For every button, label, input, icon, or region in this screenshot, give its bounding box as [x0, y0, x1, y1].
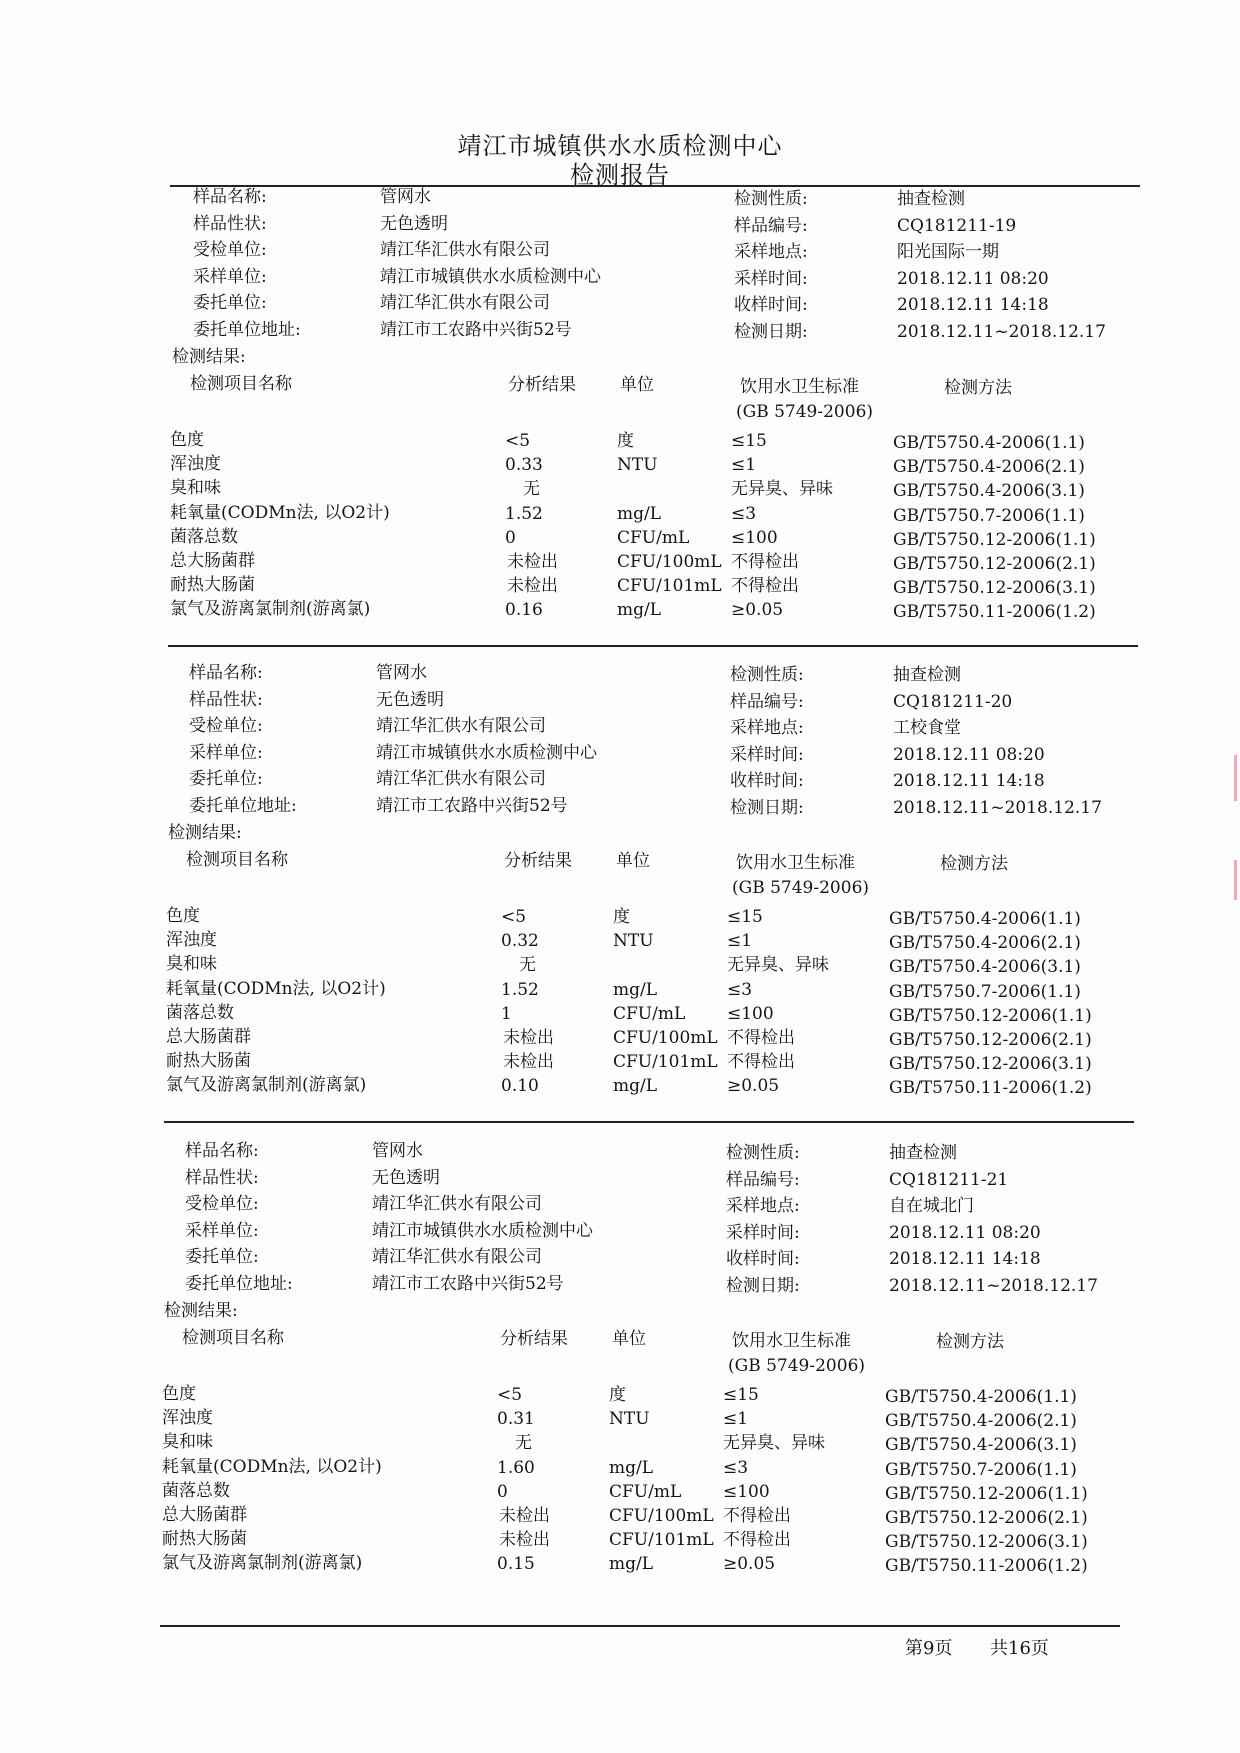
field-label: 受检单位: — [185, 1194, 259, 1214]
table-row-unit: mg/L — [617, 503, 662, 524]
table-row-result: 0 — [497, 1481, 508, 1502]
field-label: 样品名称: — [189, 663, 263, 683]
table-row-item-name: 浑浊度 — [162, 1408, 213, 1429]
table-row-result: 未检出 — [503, 1052, 554, 1073]
table-row-item-name: 耐热大肠菌 — [166, 1051, 251, 1072]
field-label: 收样时间: — [726, 1249, 800, 1269]
table-row-unit: mg/L — [613, 979, 658, 1000]
table-row-result: 0 — [505, 527, 516, 548]
table-row-method: GB/T5750.7-2006(1.1) — [885, 1459, 1077, 1480]
table-row-unit: 度 — [609, 1385, 626, 1405]
field-label: 采样地点: — [730, 718, 804, 738]
table-row-result: 1.60 — [497, 1457, 535, 1478]
table-row-item-name: 氯气及游离氯制剂(游离氯) — [166, 1075, 367, 1096]
table-row-unit: 度 — [617, 431, 634, 451]
table-row-unit: mg/L — [617, 600, 662, 621]
field-label: 采样单位: — [185, 1220, 259, 1241]
table-row-result: 0.33 — [505, 455, 543, 476]
table-row-standard: ≤15 — [731, 431, 767, 451]
field-value: 2018.12.11 08:20 — [893, 744, 1045, 765]
table-row-item-name: 浑浊度 — [166, 930, 217, 951]
field-value: 2018.12.11 14:18 — [893, 771, 1045, 791]
table-row-method: GB/T5750.12-2006(2.1) — [885, 1508, 1088, 1528]
column-header-standard-ref: (GB 5749-2006) — [728, 1356, 866, 1376]
table-row-result: 0.32 — [501, 931, 539, 952]
table-row-standard: ≤1 — [731, 455, 757, 476]
table-row-item-name: 耗氧量(CODMn法, 以O2计) — [170, 502, 390, 523]
field-label: 样品性状: — [185, 1167, 259, 1188]
field-label: 采样时间: — [734, 268, 808, 289]
table-row-method: GB/T5750.7-2006(1.1) — [893, 505, 1085, 526]
column-header-method: 检测方法 — [936, 1332, 1004, 1352]
table-row-standard: ≥0.05 — [727, 1076, 780, 1097]
field-value: 靖江华汇供水有限公司 — [372, 1194, 542, 1214]
table-row-result: 无 — [515, 1433, 532, 1454]
column-header-method: 检测方法 — [944, 378, 1012, 398]
table-row-item-name: 耐热大肠菌 — [170, 575, 255, 596]
field-value: 2018.12.11~2018.12.17 — [893, 797, 1102, 818]
table-row-method: GB/T5750.4-2006(3.1) — [889, 957, 1081, 978]
table-row-standard: ≥0.05 — [731, 600, 784, 621]
table-row-item-name: 总大肠菌群 — [166, 1027, 251, 1047]
table-row-method: GB/T5750.11-2006(1.2) — [885, 1556, 1088, 1577]
table-row-result: 无 — [519, 955, 536, 976]
field-label: 采样地点: — [726, 1196, 800, 1216]
field-label: 样品性状: — [193, 213, 267, 234]
table-row-result: 1.52 — [501, 979, 539, 1000]
table-row-standard: ≤100 — [723, 1481, 770, 1502]
field-label: 采样时间: — [730, 744, 804, 765]
table-row-standard: 无异臭、异味 — [731, 479, 833, 500]
field-value: 阳光国际一期 — [897, 242, 999, 262]
field-label: 收样时间: — [730, 771, 804, 791]
field-label: 采样单位: — [189, 742, 263, 763]
table-row-result: 无 — [523, 479, 540, 500]
field-value: 管网水 — [372, 1141, 423, 1161]
table-row-item-name: 菌落总数 — [166, 1002, 234, 1023]
table-row-unit: 度 — [613, 907, 630, 927]
table-row-method: GB/T5750.12-2006(3.1) — [889, 1054, 1092, 1075]
table-row-item-name: 色度 — [162, 1384, 196, 1404]
table-row-standard: 不得检出 — [727, 1052, 795, 1073]
field-label: 检测性质: — [730, 665, 804, 685]
table-row-method: GB/T5750.11-2006(1.2) — [889, 1078, 1092, 1099]
table-row-result: 0.15 — [497, 1554, 535, 1575]
field-value: 靖江华汇供水有限公司 — [372, 1247, 542, 1267]
table-row-unit: CFU/mL — [609, 1481, 682, 1502]
table-row-method: GB/T5750.12-2006(1.1) — [889, 1005, 1092, 1026]
table-row-standard: ≤3 — [731, 503, 757, 524]
table-row-result: 1 — [501, 1003, 512, 1024]
field-value: 靖江华汇供水有限公司 — [376, 716, 546, 736]
table-row-method: GB/T5750.4-2006(3.1) — [885, 1435, 1077, 1456]
results-heading: 检测结果: — [168, 823, 242, 843]
table-row-standard: ≥0.05 — [723, 1554, 776, 1575]
field-label: 委托单位: — [189, 769, 263, 789]
field-value: 2018.12.11~2018.12.17 — [897, 321, 1106, 342]
table-row-unit: CFU/101mL — [617, 576, 722, 597]
field-value: 靖江市工农路中兴街52号 — [372, 1273, 564, 1294]
table-row-method: GB/T5750.4-2006(2.1) — [889, 933, 1081, 954]
field-label: 委托单位地址: — [189, 795, 297, 816]
field-value: 靖江市城镇供水水质检测中心 — [376, 742, 597, 763]
table-row-unit: mg/L — [609, 1457, 654, 1478]
field-value: 2018.12.11~2018.12.17 — [889, 1275, 1098, 1296]
field-value: CQ181211-19 — [897, 215, 1017, 236]
table-row-method: GB/T5750.4-2006(2.1) — [885, 1411, 1077, 1432]
field-label: 样品名称: — [185, 1141, 259, 1161]
field-value: 靖江华汇供水有限公司 — [380, 293, 550, 313]
column-header-result: 分析结果 — [508, 375, 576, 395]
field-value: 管网水 — [376, 663, 427, 683]
table-row-standard: 无异臭、异味 — [723, 1433, 825, 1454]
field-label: 样品编号: — [734, 215, 808, 236]
table-row-item-name: 氯气及游离氯制剂(游离氯) — [162, 1553, 363, 1574]
field-value: 靖江市城镇供水水质检测中心 — [380, 266, 601, 287]
field-value: 靖江华汇供水有限公司 — [376, 769, 546, 789]
field-value: 抽查检测 — [897, 189, 965, 209]
field-value: CQ181211-21 — [889, 1169, 1009, 1190]
page-total: 共16页 — [990, 1638, 1049, 1659]
field-label: 委托单位地址: — [185, 1273, 293, 1294]
field-value: 2018.12.11 14:18 — [889, 1249, 1041, 1269]
table-row-item-name: 色度 — [170, 430, 204, 450]
table-row-item-name: 耗氧量(CODMn法, 以O2计) — [162, 1456, 382, 1477]
table-row-standard: 无异臭、异味 — [727, 955, 829, 976]
table-row-method: GB/T5750.4-2006(2.1) — [893, 457, 1085, 478]
table-row-method: GB/T5750.7-2006(1.1) — [889, 981, 1081, 1002]
table-row-result: 0.31 — [497, 1409, 535, 1430]
table-row-result: 未检出 — [499, 1506, 550, 1526]
column-header-unit: 单位 — [616, 851, 650, 871]
field-label: 检测性质: — [734, 189, 808, 209]
field-label: 检测日期: — [734, 321, 808, 342]
table-row-standard: ≤100 — [731, 527, 778, 548]
sample-section — [0, 1141, 1240, 1621]
table-row-result: 1.52 — [505, 503, 543, 524]
field-value: 自在城北门 — [889, 1196, 974, 1216]
field-value: 靖江华汇供水有限公司 — [380, 240, 550, 260]
column-header-unit: 单位 — [612, 1329, 646, 1349]
field-label: 受检单位: — [193, 240, 267, 260]
table-row-unit: NTU — [617, 455, 658, 476]
report-organization-title: 靖江市城镇供水水质检测中心 — [457, 132, 783, 160]
table-row-method: GB/T5750.12-2006(2.1) — [893, 554, 1096, 574]
report-title: 检测报告 — [570, 161, 670, 189]
column-header-standard-ref: (GB 5749-2006) — [736, 402, 874, 422]
field-value: 2018.12.11 08:20 — [889, 1222, 1041, 1243]
field-value: 2018.12.11 14:18 — [897, 295, 1049, 315]
field-value: 无色透明 — [380, 213, 448, 234]
table-row-standard: 不得检出 — [723, 1530, 791, 1551]
table-row-result: <5 — [505, 431, 531, 451]
table-row-item-name: 总大肠菌群 — [170, 551, 255, 571]
field-value: 抽查检测 — [889, 1143, 957, 1163]
table-row-result: 未检出 — [499, 1530, 550, 1551]
field-value: CQ181211-20 — [893, 691, 1013, 712]
results-heading: 检测结果: — [164, 1301, 238, 1321]
table-row-item-name: 臭和味 — [166, 954, 217, 975]
column-header-item: 检测项目名称 — [186, 850, 288, 870]
table-row-standard: ≤1 — [723, 1409, 749, 1430]
table-row-method: GB/T5750.12-2006(3.1) — [885, 1532, 1088, 1553]
field-label: 采样地点: — [734, 242, 808, 262]
column-header-item: 检测项目名称 — [182, 1328, 284, 1348]
table-row-result: 0.16 — [505, 600, 543, 621]
sample-section — [0, 187, 1240, 667]
field-value: 靖江市工农路中兴街52号 — [376, 795, 568, 816]
field-label: 样品编号: — [730, 691, 804, 712]
table-row-item-name: 臭和味 — [170, 478, 221, 499]
field-label: 检测日期: — [726, 1275, 800, 1296]
table-row-method: GB/T5750.4-2006(1.1) — [885, 1387, 1077, 1407]
table-row-standard: ≤3 — [723, 1457, 749, 1478]
table-row-standard: ≤15 — [727, 907, 763, 927]
column-header-result: 分析结果 — [504, 851, 572, 871]
column-header-standard: 饮用水卫生标准 — [732, 1331, 851, 1351]
table-row-unit: CFU/101mL — [609, 1530, 714, 1551]
table-row-method: GB/T5750.12-2006(3.1) — [893, 578, 1096, 599]
column-header-method: 检测方法 — [940, 854, 1008, 874]
column-header-standard: 饮用水卫生标准 — [740, 377, 859, 397]
field-value: 管网水 — [380, 187, 431, 207]
column-header-standard-ref: (GB 5749-2006) — [732, 878, 870, 898]
table-row-standard: 不得检出 — [731, 576, 799, 597]
field-label: 委托单位: — [193, 293, 267, 313]
field-label: 采样单位: — [193, 266, 267, 287]
table-row-unit: NTU — [609, 1409, 650, 1430]
field-label: 委托单位: — [185, 1247, 259, 1267]
section-divider — [168, 645, 1138, 647]
table-row-standard: 不得检出 — [723, 1506, 791, 1526]
table-row-standard: 不得检出 — [731, 552, 799, 572]
table-row-result: <5 — [497, 1385, 523, 1405]
field-value: 靖江市工农路中兴街52号 — [380, 319, 572, 340]
table-row-item-name: 浑浊度 — [170, 454, 221, 475]
field-label: 检测性质: — [726, 1143, 800, 1163]
table-row-result: 0.10 — [501, 1076, 539, 1097]
table-row-standard: 不得检出 — [727, 1028, 795, 1048]
field-label: 采样时间: — [726, 1222, 800, 1243]
table-row-item-name: 总大肠菌群 — [162, 1505, 247, 1525]
table-row-item-name: 氯气及游离氯制剂(游离氯) — [170, 599, 371, 620]
table-row-item-name: 色度 — [166, 906, 200, 926]
table-row-unit: CFU/101mL — [613, 1052, 718, 1073]
field-label: 样品性状: — [189, 689, 263, 710]
field-label: 检测日期: — [730, 797, 804, 818]
table-row-standard: ≤3 — [727, 979, 753, 1000]
table-row-standard: ≤15 — [723, 1385, 759, 1405]
column-header-item: 检测项目名称 — [190, 374, 292, 394]
table-row-unit: CFU/100mL — [613, 1028, 718, 1048]
edge-seal-mark — [1234, 755, 1237, 801]
table-row-item-name: 耗氧量(CODMn法, 以O2计) — [166, 978, 386, 999]
field-value: 抽查检测 — [893, 665, 961, 685]
table-row-method: GB/T5750.12-2006(1.1) — [893, 529, 1096, 550]
field-label: 委托单位地址: — [193, 319, 301, 340]
table-row-method: GB/T5750.4-2006(1.1) — [893, 433, 1085, 453]
table-row-unit: CFU/mL — [617, 527, 690, 548]
page-number: 第9页 — [905, 1638, 953, 1659]
table-row-standard: ≤1 — [727, 931, 753, 952]
field-label: 样品编号: — [726, 1169, 800, 1190]
table-row-result: 未检出 — [503, 1028, 554, 1048]
field-label: 样品名称: — [193, 187, 267, 207]
table-row-unit: CFU/100mL — [617, 552, 722, 572]
edge-seal-mark — [1234, 860, 1237, 900]
field-value: 工校食堂 — [893, 718, 961, 738]
table-row-standard: ≤100 — [727, 1003, 774, 1024]
table-row-result: 未检出 — [507, 576, 558, 597]
field-label: 收样时间: — [734, 295, 808, 315]
table-row-method: GB/T5750.12-2006(2.1) — [889, 1030, 1092, 1050]
table-row-method: GB/T5750.4-2006(1.1) — [889, 909, 1081, 929]
field-value: 无色透明 — [376, 689, 444, 710]
field-value: 2018.12.11 08:20 — [897, 268, 1049, 289]
table-row-item-name: 耐热大肠菌 — [162, 1529, 247, 1550]
section-divider — [164, 1121, 1134, 1123]
field-value: 无色透明 — [372, 1167, 440, 1188]
table-row-item-name: 菌落总数 — [170, 526, 238, 547]
column-header-unit: 单位 — [620, 375, 654, 395]
table-row-item-name: 菌落总数 — [162, 1480, 230, 1501]
table-row-result: <5 — [501, 907, 527, 927]
table-row-unit: mg/L — [613, 1076, 658, 1097]
results-heading: 检测结果: — [172, 347, 246, 367]
table-row-method: GB/T5750.4-2006(3.1) — [893, 481, 1085, 502]
column-header-result: 分析结果 — [500, 1329, 568, 1349]
table-row-unit: CFU/mL — [613, 1003, 686, 1024]
table-row-method: GB/T5750.11-2006(1.2) — [893, 602, 1096, 623]
table-row-result: 未检出 — [507, 552, 558, 572]
table-row-unit: CFU/100mL — [609, 1506, 714, 1526]
field-label: 受检单位: — [189, 716, 263, 736]
table-row-unit: NTU — [613, 931, 654, 952]
table-row-unit: mg/L — [609, 1554, 654, 1575]
table-row-method: GB/T5750.12-2006(1.1) — [885, 1483, 1088, 1504]
sample-section — [0, 663, 1240, 1143]
column-header-standard: 饮用水卫生标准 — [736, 853, 855, 873]
table-row-item-name: 臭和味 — [162, 1432, 213, 1453]
field-value: 靖江市城镇供水水质检测中心 — [372, 1220, 593, 1241]
footer-rule — [160, 1625, 1120, 1627]
